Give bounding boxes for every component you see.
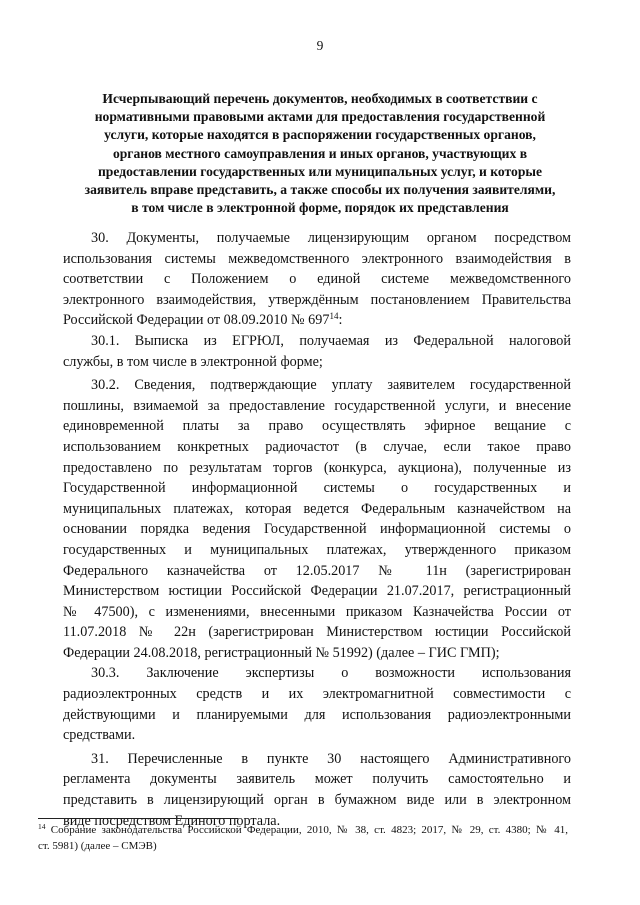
text-line: единовременной платы за право осуществлять эфирное вещание с bbox=[63, 418, 571, 435]
text-segment: : bbox=[338, 312, 343, 329]
text-line: 31. Перечисленные в пункте 30 настоящего Административного bbox=[91, 750, 571, 767]
text-line: Министерством юстиции Российской Федерации 21.07.2017, регистрационный bbox=[63, 583, 571, 600]
text-segment: Российской Федерации от 08.09.2010 № 697 bbox=[63, 312, 330, 329]
text-line: представить в лицензирующий орган в бумажном виде или в электронном bbox=[63, 792, 571, 809]
text-line: 30.3. Заключение экспертизы о возможности использования bbox=[91, 665, 571, 682]
footnote-ref: 14 bbox=[329, 311, 339, 322]
footnote-separator bbox=[38, 818, 238, 819]
heading-line: заявитель вправе представить, а также способы их получения заявителями, bbox=[84, 182, 556, 198]
paragraph-30-3 bbox=[63, 663, 571, 745]
footnote-line bbox=[38, 823, 568, 839]
text-line: радиоэлектронных средств и их электромагнитной совместимости с bbox=[63, 686, 571, 703]
footnote-line: ст. 5981) (далее – СМЭВ) bbox=[38, 839, 157, 852]
text-line: регламента документы заявитель может получить самостоятельно и bbox=[63, 771, 571, 788]
text-line: 11.07.2018 № 22н (зарегистрирован Министерством юстиции Российской bbox=[63, 624, 571, 641]
text-line: Государственной информационной системы о государственных и bbox=[63, 480, 571, 497]
text-line: 30.1. Выписка из ЕГРЮЛ, получаемая из Федеральной налоговой bbox=[91, 332, 571, 349]
paragraph-30 bbox=[63, 228, 571, 331]
text-line: № 47500), с изменениями, внесенными приказом Казначейства России от bbox=[63, 603, 571, 620]
heading-line: Исчерпывающий перечень документов, необходимых в соответствии с bbox=[102, 91, 538, 106]
footnote bbox=[38, 823, 568, 854]
text-line: Федерального казначейства от 12.05.2017 № 11н (зарегистрирован bbox=[63, 562, 571, 579]
heading-line: нормативными правовыми актами для предоставления государственной bbox=[94, 109, 546, 125]
text-line: предоставлено по результатам торгов (конкурса, аукциона), полученные из bbox=[63, 459, 571, 476]
document-body bbox=[63, 228, 571, 831]
text-line: 30.2. Сведения, подтверждающие уплату заявителем государственной bbox=[91, 377, 571, 394]
heading-line: органов местного самоуправления и иных органов, участвующих в bbox=[112, 145, 528, 161]
text-line bbox=[63, 310, 571, 331]
text-line: электронного взаимодействия, утверждённым постановлением Правительства bbox=[63, 291, 571, 308]
text-line: Федерации 24.08.2018, регистрационный № 51992) (далее – ГИС ГМП); bbox=[63, 644, 500, 661]
text-line: основании порядка ведения Государственной информационной системы о bbox=[63, 521, 571, 538]
heading-line: услуги, которые находятся в распоряжении государственных органов, bbox=[104, 127, 536, 143]
text-line: пошлины, взимаемой за предоставление государственной услуги, и внесение bbox=[63, 397, 571, 414]
paragraph-30-1 bbox=[63, 331, 571, 372]
text-line: виде посредством Единого портала. bbox=[63, 812, 281, 829]
text-segment: Собрание законодательства Российской Федерации, 2010, № 38, ст. 4823; 2017, № 29, ст. 4380; № 41, bbox=[45, 824, 568, 836]
text-line: 30. Документы, получаемые лицензирующим органом посредством bbox=[91, 230, 571, 246]
text-line: государственных и муниципальных платежах, утвержденного приказом bbox=[63, 541, 571, 558]
paragraph-30-2 bbox=[63, 375, 571, 663]
heading-line: в том числе в электронной форме, порядок их представления bbox=[131, 200, 509, 216]
text-line: использования системы межведомственного электронного взаимодействия в bbox=[63, 250, 571, 267]
page-number: 9 bbox=[316, 38, 324, 53]
text-line: соответствии с Положением о единой системе межведомственного bbox=[63, 271, 571, 288]
text-line: использованием конкретных радиочастот (в случае, если такое право bbox=[63, 438, 571, 455]
footnote-marker: 14 bbox=[38, 822, 46, 831]
text-line: муниципальных платежах, которая ведется Федеральным казначейством на bbox=[63, 500, 571, 517]
text-line: действующими и планируемыми для использования радиоэлектронными bbox=[63, 706, 571, 723]
section-heading bbox=[70, 90, 570, 217]
heading-line: предоставлении государственных или муниципальных услуг, и которые bbox=[97, 163, 543, 179]
text-line: средствами. bbox=[63, 727, 136, 744]
text-line: службы, в том числе в электронной форме; bbox=[63, 353, 323, 370]
